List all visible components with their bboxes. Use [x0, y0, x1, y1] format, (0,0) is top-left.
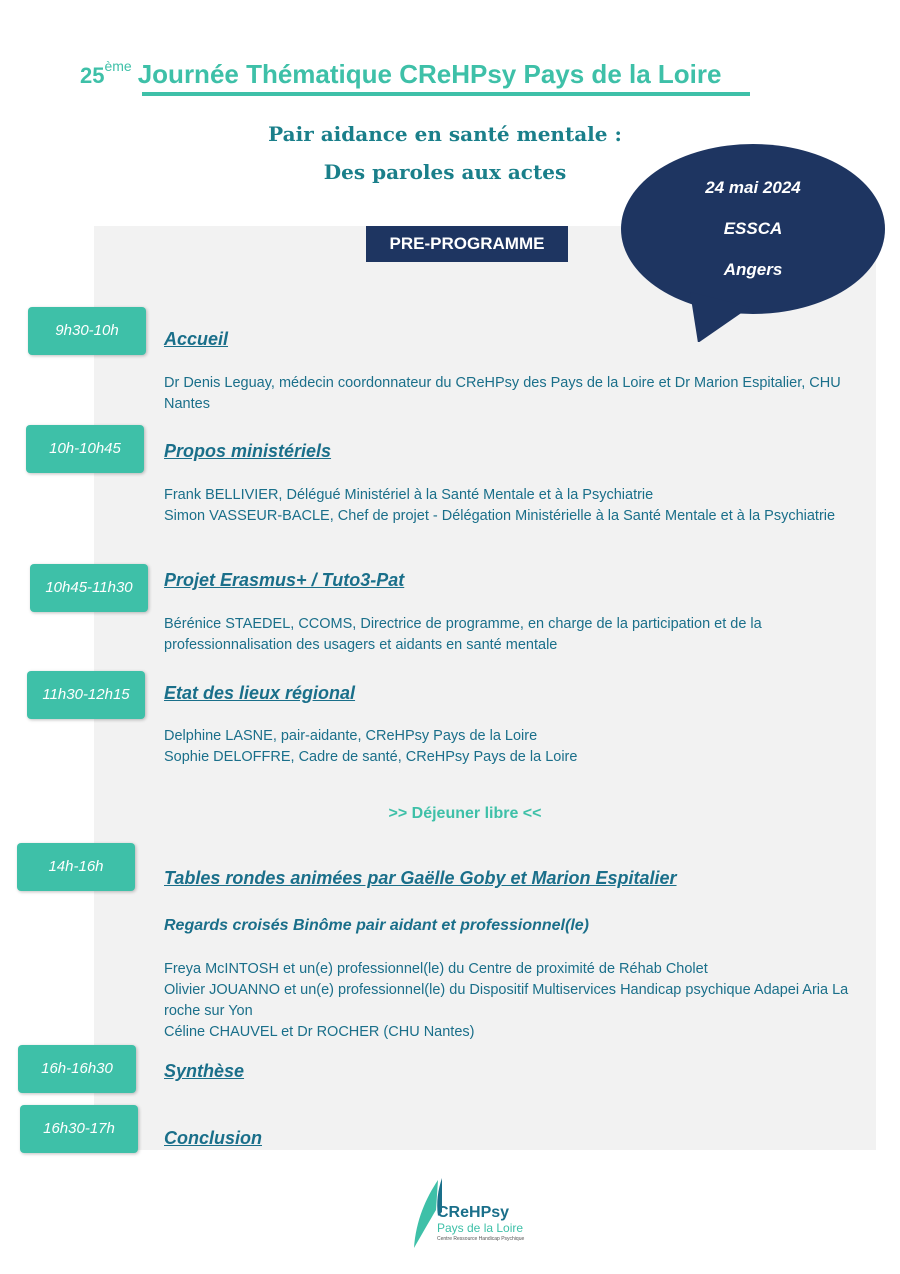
- speaker-line: Freya McINTOSH et un(e) professionnel(le) du Centre de proximité de Réhab Cholet: [164, 961, 708, 977]
- session-title: Tables rondes animées par Gaëlle Goby et Marion Espitalier: [164, 868, 677, 888]
- time-slot: 10h45-11h30: [30, 564, 148, 612]
- speech-bubble-shape: [620, 142, 886, 342]
- event-date: 24 mai 2024: [705, 178, 801, 197]
- speaker-line: Sophie DELOFFRE, Cadre de santé, CReHPsy Pays de la Loire: [164, 749, 578, 765]
- session-title: Projet Erasmus+ / Tuto3-Pat: [164, 570, 405, 590]
- session-title: Propos ministériels: [164, 441, 332, 461]
- edition-number: 25: [80, 63, 105, 88]
- time-slot: 16h30-17h: [20, 1105, 138, 1153]
- edition-suffix: ème: [104, 58, 132, 74]
- event-subtitle-line1: Pair aidance en santé mentale :: [268, 122, 622, 146]
- session-title: Etat des lieux régional: [164, 683, 356, 703]
- date-venue-bubble: [620, 142, 886, 322]
- speaker-line: Olivier JOUANNO et un(e) professionnel(le) du Dispositif Multiservices Handicap psychique Adapei Aria La roche sur Yon: [164, 982, 849, 1019]
- speaker-line: Simon VASSEUR-BACLE, Chef de projet - Délégation Ministérielle à la Santé Mentale et à la Psychiatrie: [164, 508, 836, 524]
- session-title: Conclusion: [164, 1128, 262, 1148]
- lunch-break: >> Déjeuner libre <<: [388, 805, 542, 822]
- speaker-line: Céline CHAUVEL et Dr ROCHER (CHU Nantes): [164, 1024, 475, 1040]
- session-speakers: [164, 726, 864, 768]
- time-slot: 10h-10h45: [26, 425, 144, 473]
- session-speakers: [164, 373, 864, 415]
- pre-programme-label: PRE-PROGRAMME: [366, 226, 568, 262]
- session-title: Accueil: [164, 329, 229, 349]
- speaker-line: Frank BELLIVIER, Délégué Ministériel à la Santé Mentale et à la Psychiatrie: [164, 487, 654, 503]
- time-slot: 11h30-12h15: [27, 671, 145, 719]
- event-city: Angers: [723, 260, 783, 279]
- event-venue: ESSCA: [723, 219, 783, 238]
- time-slot: 9h30-10h: [28, 307, 146, 355]
- event-subtitle-line2: Des paroles aux actes: [323, 160, 567, 184]
- session-speakers: [164, 485, 864, 527]
- session-speakers: [164, 959, 864, 1043]
- logo-region: Pays de la Loire: [437, 1221, 524, 1235]
- logo-tagline: Centre Ressource Handicap Psychique: [437, 1236, 525, 1242]
- time-slot: 14h-16h: [17, 843, 135, 891]
- speaker-line: Bérénice STAEDEL, CCOMS, Directrice de programme, en charge de la participation et de la professionnalisation des usagers et aidants en santé mentale: [164, 616, 762, 653]
- event-title-text: Journée Thématique CReHPsy Pays de la Loire: [137, 59, 722, 89]
- time-slot: 16h-16h30: [18, 1045, 136, 1093]
- session-subtitle: Regards croisés Binôme pair aidant et professionnel(le): [164, 917, 589, 934]
- session-title: Synthèse: [164, 1061, 245, 1081]
- speaker-line: Delphine LASNE, pair-aidante, CReHPsy Pays de la Loire: [164, 728, 538, 744]
- event-title: [80, 58, 820, 90]
- logo-name: CReHPsy: [437, 1204, 510, 1221]
- speaker-line: Dr Denis Leguay, médecin coordonnateur du CReHPsy des Pays de la Loire et Dr Marion Espitalier, CHU Nantes: [164, 375, 841, 412]
- title-underline: [142, 92, 750, 96]
- session-speakers: [164, 614, 864, 656]
